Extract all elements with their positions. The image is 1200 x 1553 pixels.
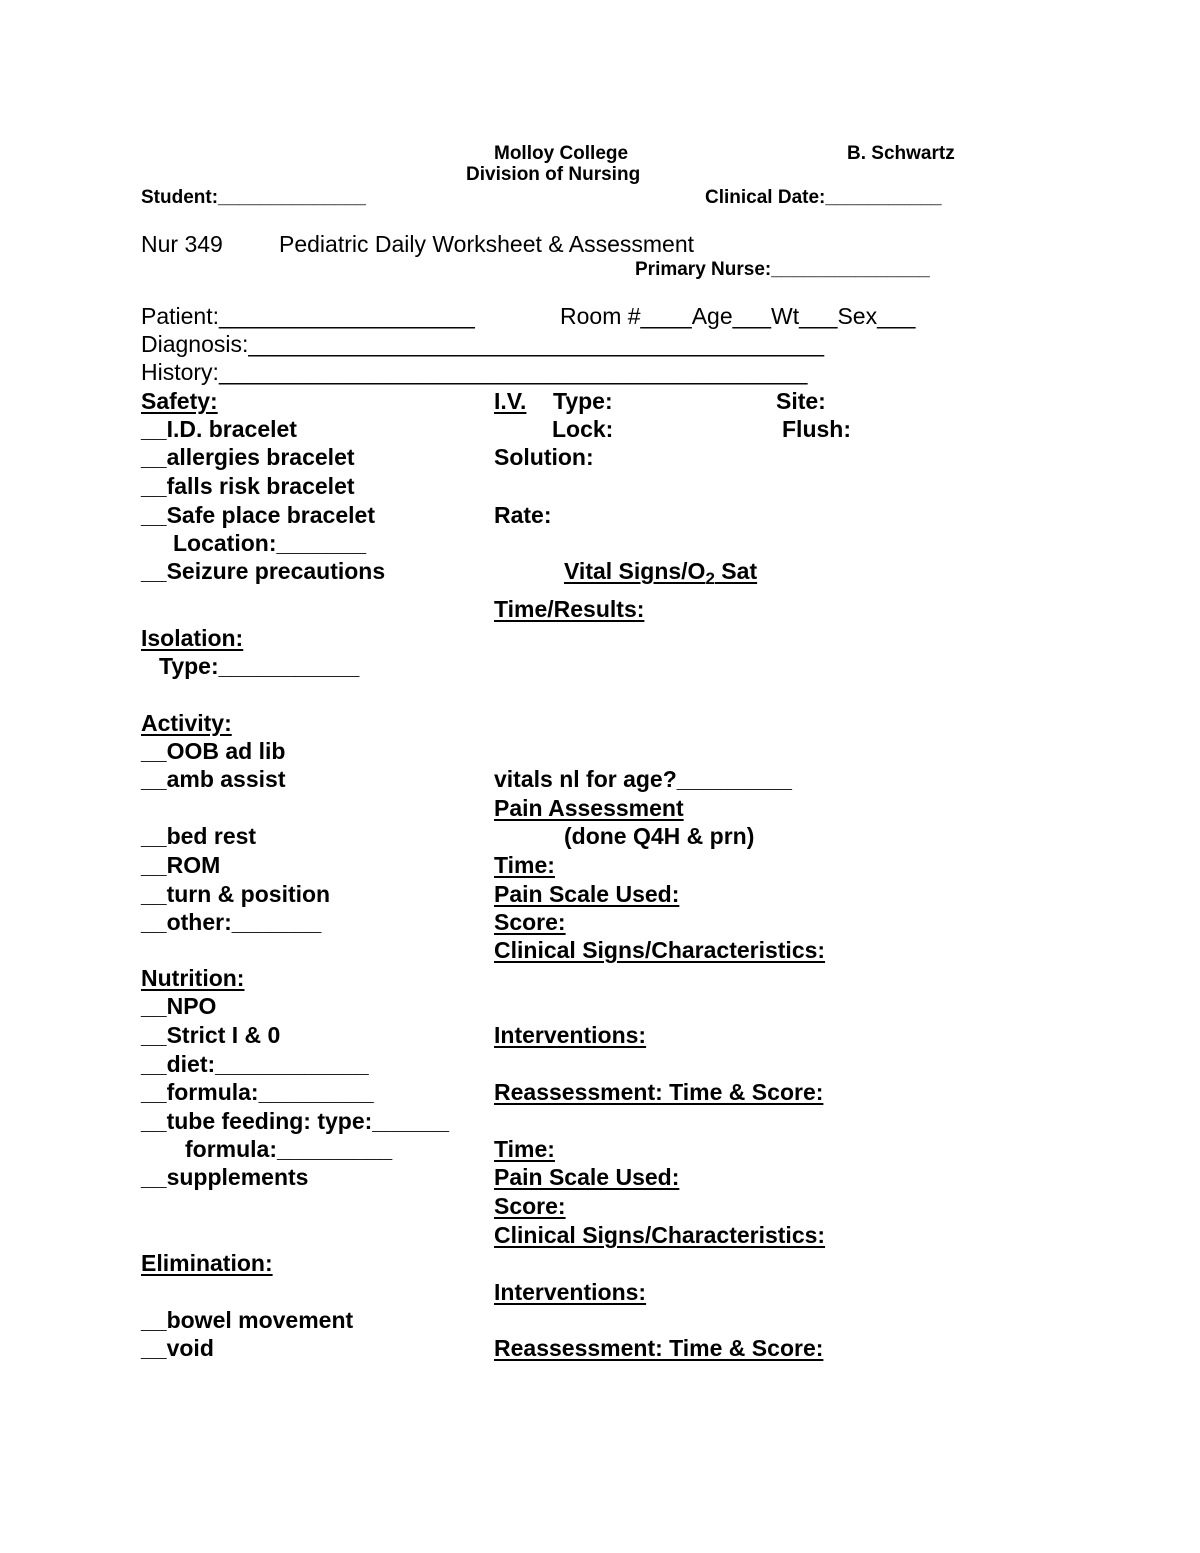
activity-turn-position[interactable]: __turn & position	[141, 881, 331, 907]
activity-other-field[interactable]: __other:_______	[141, 909, 322, 935]
activity-oob-ad-lib[interactable]: __OOB ad lib	[141, 738, 286, 764]
patient-field[interactable]: Patient:____________________	[141, 303, 475, 329]
primary-nurse-field[interactable]: Primary Nurse:_______________	[635, 259, 930, 280]
college-name: Molloy College	[494, 143, 629, 164]
nutrition-tube-formula-field[interactable]: formula:_________	[185, 1136, 393, 1162]
interventions-label-1: Interventions:	[494, 1022, 647, 1048]
interventions-label-2: Interventions:	[494, 1279, 647, 1305]
nutrition-formula-field[interactable]: __formula:_________	[141, 1079, 374, 1105]
safety-seizure-precautions[interactable]: __Seizure precautions	[141, 558, 386, 584]
reassessment-label-1: Reassessment: Time & Score:	[494, 1079, 824, 1105]
pain-score-label-1: Score:	[494, 909, 566, 935]
safety-id-bracelet[interactable]: __I.D. bracelet	[141, 416, 297, 442]
course-number: Nur 349	[141, 231, 223, 257]
history-field[interactable]: History:______________________________________________	[141, 359, 808, 385]
elimination-heading: Elimination:	[141, 1250, 273, 1276]
elimination-void[interactable]: __void	[141, 1335, 214, 1361]
safety-safe-place-bracelet[interactable]: __Safe place bracelet	[141, 502, 375, 528]
isolation-heading: Isolation:	[141, 625, 244, 651]
pain-scale-label-1: Pain Scale Used:	[494, 881, 680, 907]
iv-type-label: Type:	[553, 388, 613, 414]
diagnosis-field[interactable]: Diagnosis:_____________________________________________	[141, 331, 825, 357]
elimination-bowel-movement[interactable]: __bowel movement	[141, 1307, 354, 1333]
iv-site-label: Site:	[776, 388, 826, 414]
author-name: B. Schwartz	[847, 143, 955, 164]
activity-amb-assist[interactable]: __amb assist	[141, 766, 286, 792]
pain-time-label-2: Time:	[494, 1136, 555, 1162]
clinical-date-field[interactable]: Clinical Date:___________	[705, 187, 942, 208]
pain-assessment-heading: Pain Assessment	[494, 795, 684, 821]
nutrition-tube-feeding-field[interactable]: __tube feeding: type:______	[141, 1108, 450, 1134]
nutrition-supplements[interactable]: __supplements	[141, 1164, 309, 1190]
reassessment-label-2: Reassessment: Time & Score:	[494, 1335, 824, 1361]
clinical-signs-label-2: Clinical Signs/Characteristics:	[494, 1222, 826, 1248]
time-results-heading: Time/Results:	[494, 596, 645, 622]
iv-lock-label: Lock:	[552, 416, 614, 442]
isolation-type-field[interactable]: Type:___________	[159, 653, 360, 679]
room-age-wt-sex-field[interactable]: Room #____Age___Wt___Sex___	[560, 303, 916, 329]
iv-solution-label: Solution:	[494, 444, 594, 470]
student-field[interactable]: Student:______________	[141, 187, 366, 208]
activity-bed-rest[interactable]: __bed rest	[141, 823, 257, 849]
iv-flush-label: Flush:	[782, 416, 851, 442]
iv-rate-label: Rate:	[494, 502, 552, 528]
safety-allergies-bracelet[interactable]: __allergies bracelet	[141, 444, 355, 470]
pain-time-label-1: Time:	[494, 852, 555, 878]
division-name: Division of Nursing	[466, 164, 641, 185]
pain-assessment-note: (done Q4H & prn)	[564, 823, 755, 849]
vitals-normal-field[interactable]: vitals nl for age?_________	[494, 766, 792, 792]
nutrition-heading: Nutrition:	[141, 965, 245, 991]
safety-falls-risk-bracelet[interactable]: __falls risk bracelet	[141, 473, 355, 499]
pain-score-label-2: Score:	[494, 1193, 566, 1219]
clinical-signs-label-1: Clinical Signs/Characteristics:	[494, 937, 826, 963]
activity-rom[interactable]: __ROM	[141, 852, 221, 878]
nutrition-strict-io[interactable]: __Strict I & 0	[141, 1022, 281, 1048]
nutrition-diet-field[interactable]: __diet:____________	[141, 1051, 369, 1077]
nutrition-npo[interactable]: __NPO	[141, 993, 217, 1019]
iv-heading: I.V.	[494, 388, 527, 414]
pain-scale-label-2: Pain Scale Used:	[494, 1164, 680, 1190]
safety-heading: Safety:	[141, 388, 218, 414]
vital-signs-heading: Vital Signs/$O_2$ Sat	[564, 558, 758, 588]
activity-heading: Activity:	[141, 710, 232, 736]
worksheet-title: Pediatric Daily Worksheet & Assessment	[279, 231, 695, 257]
safety-location-field[interactable]: Location:_______	[173, 530, 367, 556]
